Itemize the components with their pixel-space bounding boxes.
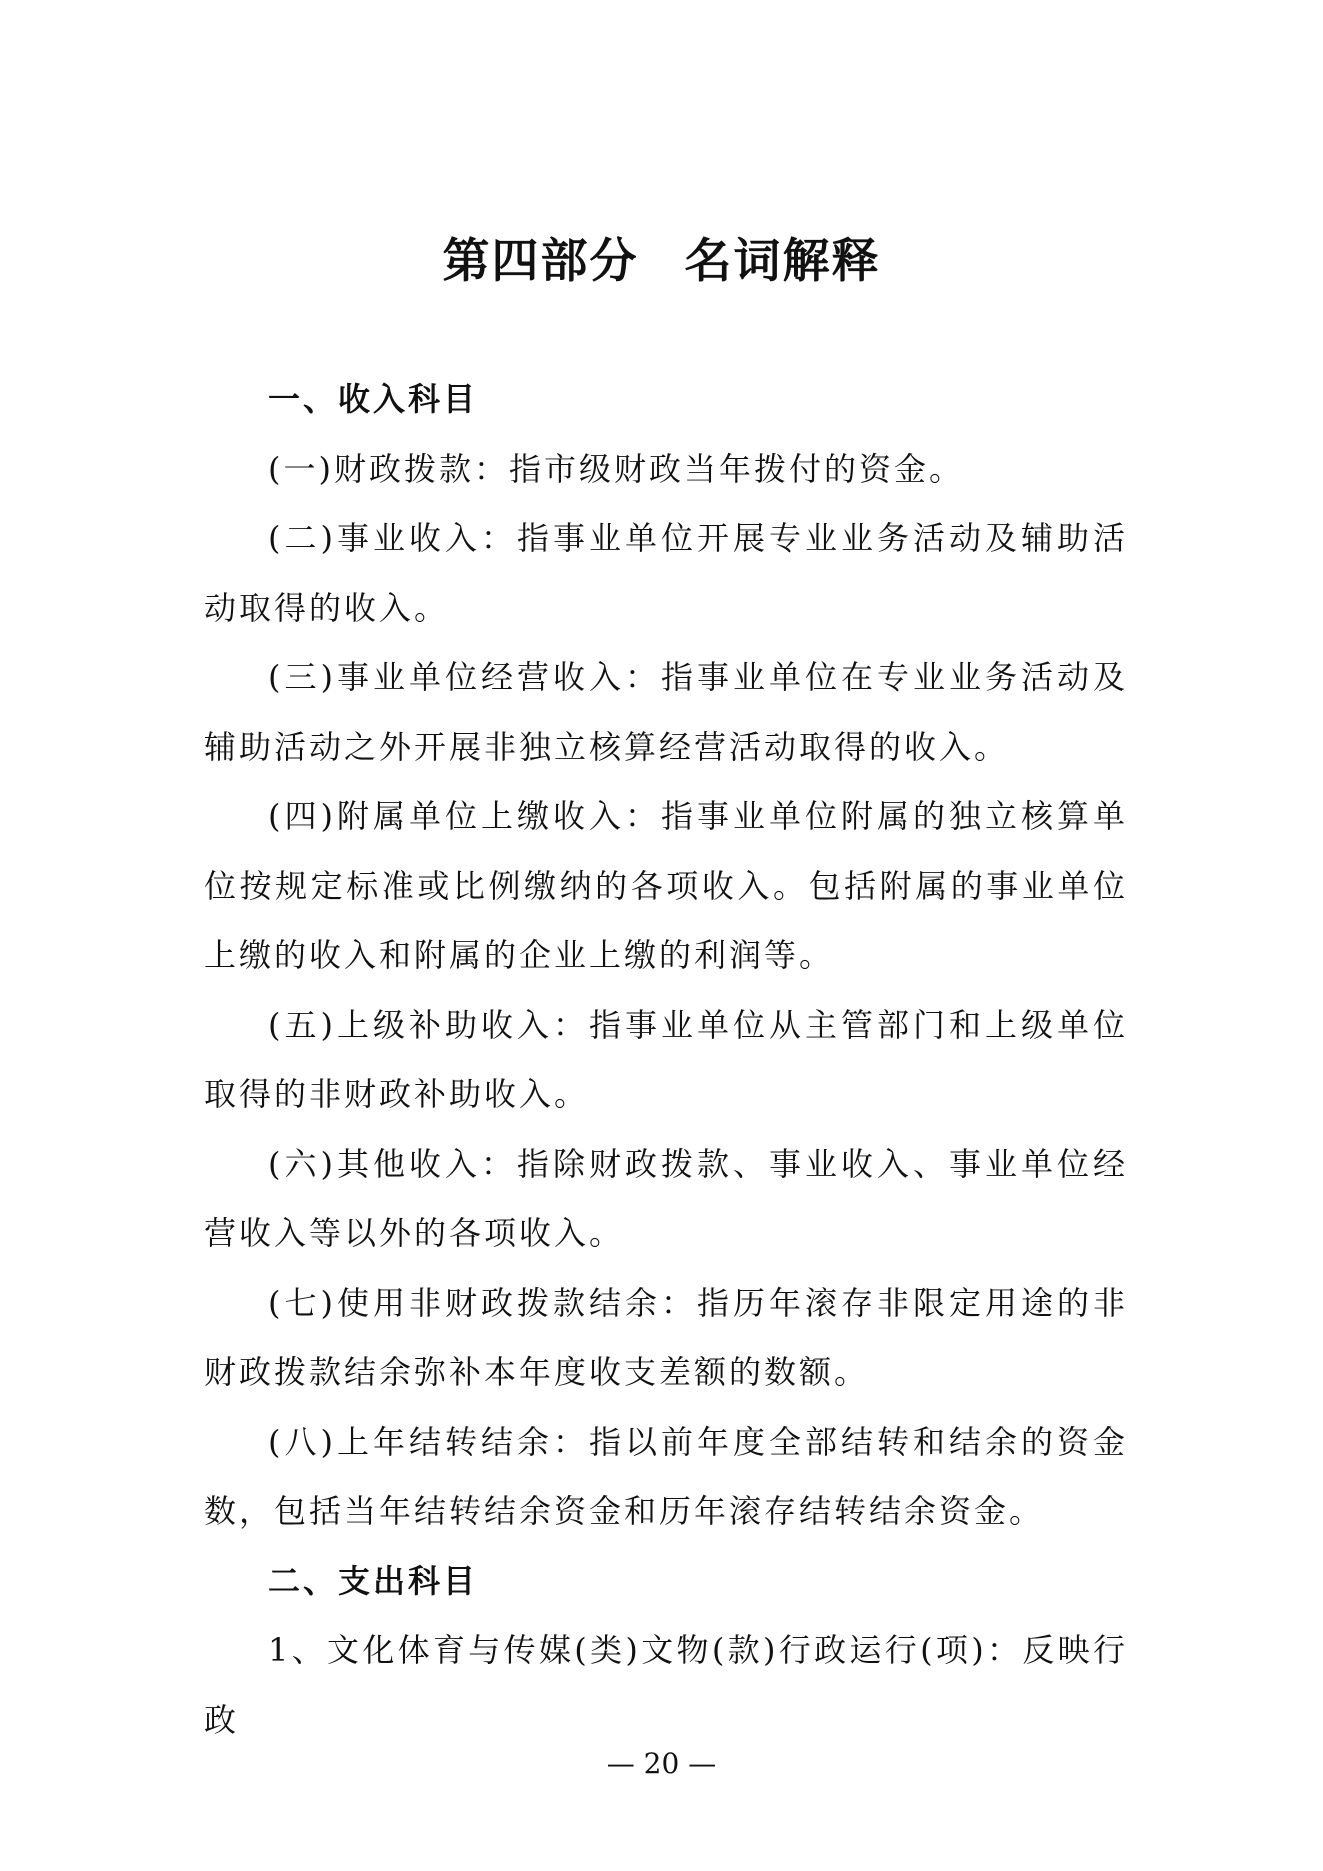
section-heading-expenditure: 二、支出科目 [268,1561,479,1600]
paragraph-non-fiscal-balance: (七)使用非财政拨款结余：指历年滚存非限定用途的非财政拨款结余弥补本年度收支差额的数额。 [204,1283,1128,1391]
paragraph-affiliated-unit-income: (四)附属单位上缴收入：指事业单位附属的独立核算单位按规定标准或比例缴纳的各项收入。包括附属的事业单位上缴的收入和附属的企业上缴的利润等。 [204,797,1128,974]
document-body [204,365,1128,1755]
paragraph-operating-income: (三)事业单位经营收入：指事业单位在专业业务活动及辅助活动之外开展非独立核算经营活动取得的收入。 [204,658,1128,766]
title-part: 第四部分 [442,234,639,289]
paragraph-fiscal-appropriation: (一)财政拨款：指市级财政当年拨付的资金。 [268,449,964,488]
paragraph-other-income: (六)其他收入：指除财政拨款、事业收入、事业单位经营收入等以外的各项收入。 [204,1144,1128,1252]
paragraph-business-income: (二)事业收入：指事业单位开展专业业务活动及辅助活动取得的收入。 [204,519,1128,627]
page-number: — 20 — [606,1747,717,1780]
paragraph-prior-year-balance: (八)上年结转结余：指以前年度全部结转和结余的资金数，包括当年结转结余资金和历年滚存结转结余资金。 [204,1422,1128,1530]
paragraph-superior-subsidy-income: (五)上级补助收入：指事业单位从主管部门和上级单位取得的非财政补助收入。 [204,1005,1128,1113]
paragraph-expenditure-item-1: 1、文化体育与传媒(类)文物(款)行政运行(项)：反映行政 [204,1631,1128,1739]
page-title [0,228,1323,296]
title-name: 名词解释 [684,234,881,289]
section-heading-income: 一、收入科目 [268,380,479,418]
